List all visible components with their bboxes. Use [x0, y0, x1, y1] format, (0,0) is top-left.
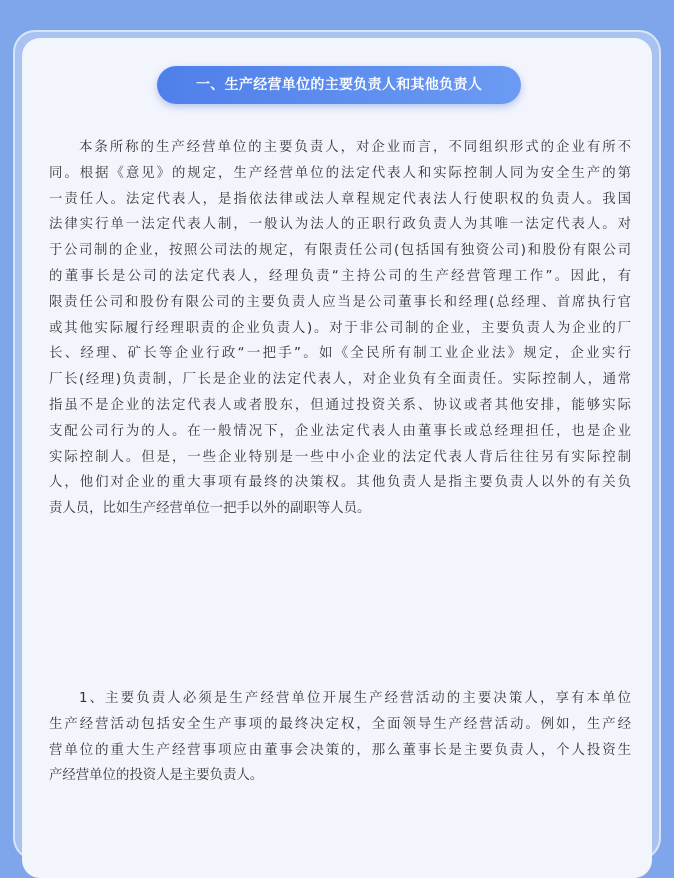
paragraph-line: 责人员，比如生产经营单位一把手以外的副职等人员。 — [49, 501, 371, 517]
paragraph-line: 人，他们对企业的重大事项有最终的决策权。其他负责人是指主要负责人以外的有关负 — [49, 475, 631, 491]
paragraph-line: 产经营单位的投资人是主要负责人。 — [49, 768, 264, 784]
paragraph-line: 厂长(经理)负责制，厂长是企业的法定代表人，对企业负有全面责任。实际控制人，通常 — [49, 372, 631, 388]
paragraph-line: 的董事长是公司的法定代表人，经理负责“主持公司的生产经营管理工作”。因此，有 — [49, 268, 631, 284]
paragraph-line: 指虽不是企业的法定代表人或者股东，但通过投资关系、协议或者其他安排，能够实际 — [49, 397, 631, 413]
paragraph-line: 于公司制的企业，按照公司法的规定，有限责任公司(包括国有独资公司)和股份有限公司 — [49, 243, 631, 259]
article-card — [22, 38, 652, 878]
paragraph-line: 或其他实际履行经理职责的企业负责人)。对于非公司制的企业，主要负责人为企业的厂 — [49, 320, 631, 336]
paragraph-line: 生产经营活动包括安全生产事项的最终决定权，全面领导生产经营活动。例如，生产经 — [49, 716, 631, 732]
paragraph-line: 一责任人。法定代表人，是指依法律或法人章程规定代表法人行使职权的负责人。我国 — [49, 191, 631, 207]
paragraph-line: 支配公司行为的人。在一般情况下，企业法定代表人由董事长或总经理担任，也是企业 — [49, 423, 631, 439]
paragraph-line: 1、主要负责人必须是生产经营单位开展生产经营活动的主要决策人，享有本单位 — [79, 691, 631, 706]
paragraph-line: 同。根据《意见》的规定，生产经营单位的法定代表人和实际控制人同为安全生产的第 — [49, 165, 631, 181]
paragraph-line: 营单位的重大生产经营事项应由董事会决策的，那么董事长是主要负责人，个人投资生 — [49, 742, 631, 758]
paragraph-point-1 — [49, 686, 631, 789]
paragraph-line: 限责任公司和股份有限公司的主要负责人应当是公司董事长和经理(总经理、首席执行官 — [49, 294, 631, 310]
paragraph-main-responsible — [49, 135, 631, 522]
section-title: 一、生产经营单位的主要负责人和其他负责人 — [157, 66, 521, 104]
paragraph-line: 长、经理、矿长等企业行政“一把手”。如《全民所有制工业企业法》规定，企业实行 — [49, 346, 631, 362]
paragraph-line: 本条所称的生产经营单位的主要负责人，对企业而言，不同组织形式的企业有所不 — [79, 140, 631, 155]
paragraph-line: 法律实行单一法定代表人制，一般认为法人的正职行政负责人为其唯一法定代表人。对 — [49, 217, 631, 233]
paragraph-line: 实际控制人。但是，一些企业特别是一些中小企业的法定代表人背后往往另有实际控制 — [49, 449, 631, 465]
